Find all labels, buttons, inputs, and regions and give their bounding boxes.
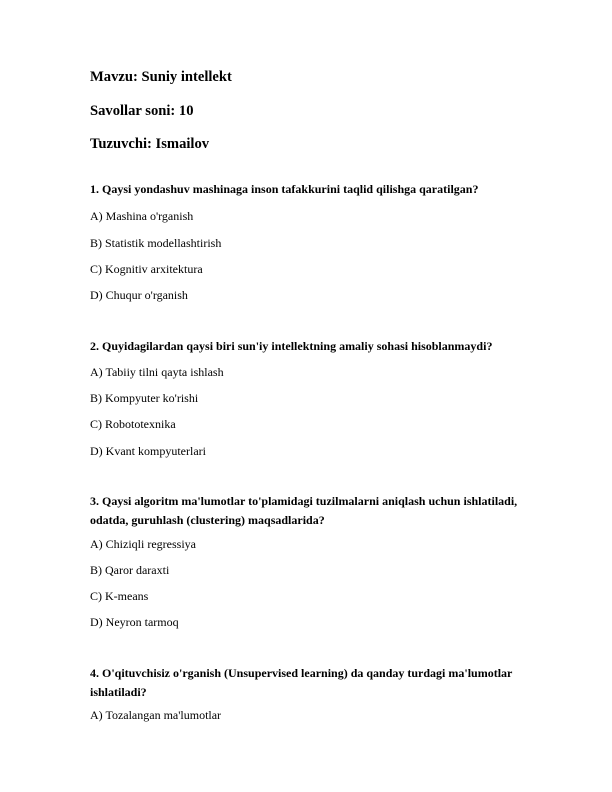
question-count-heading: Savollar soni: 10 xyxy=(90,103,194,119)
question-3-option-d: D) Neyron tarmoq xyxy=(90,615,179,629)
question-3-text: 3. Qaysi algoritm ma'lumotlar to'plamidagi tuzilmalarni aniqlash uchun ishlatiladi, odatda, guruhlash (clustering) maqsadlarida? xyxy=(90,494,518,527)
question-4-text: 4. O'qituvchisiz o'rganish (Unsupervised learning) da qanday turdagi ma'lumotlar ishlatiladi? xyxy=(90,666,513,699)
question-2-option-d: D) Kvant kompyuterlari xyxy=(90,444,206,458)
question-1-option-d: D) Chuqur o'rganish xyxy=(90,288,188,302)
question-1-option-a: A) Mashina o'rganish xyxy=(90,209,194,223)
question-1-text: 1. Qaysi yondashuv mashinaga inson tafakkurini taqlid qilishga qaratilgan? xyxy=(90,182,479,196)
question-2-option-b: B) Kompyuter ko'rishi xyxy=(90,391,199,405)
question-1-option-c: C) Kognitiv arxitektura xyxy=(90,262,203,276)
question-2-option-c: C) Robototexnika xyxy=(90,417,176,431)
question-3-option-c: C) K-means xyxy=(90,589,149,603)
question-2-option-a: A) Tabiiy tilni qayta ishlash xyxy=(90,365,224,379)
topic-heading: Mavzu: Suniy intellekt xyxy=(90,69,232,85)
question-3-option-b: B) Qaror daraxti xyxy=(90,563,170,577)
question-3-option-a: A) Chiziqli regressiya xyxy=(90,537,196,551)
question-4-option-a: A) Tozalangan ma'lumotlar xyxy=(90,708,222,722)
author-heading: Tuzuvchi: Ismailov xyxy=(90,136,210,152)
question-1-option-b: B) Statistik modellashtirish xyxy=(90,236,222,250)
question-2-text: 2. Quyidagilardan qaysi biri sun'iy intellektning amaliy sohasi hisoblanmaydi? xyxy=(90,339,493,353)
